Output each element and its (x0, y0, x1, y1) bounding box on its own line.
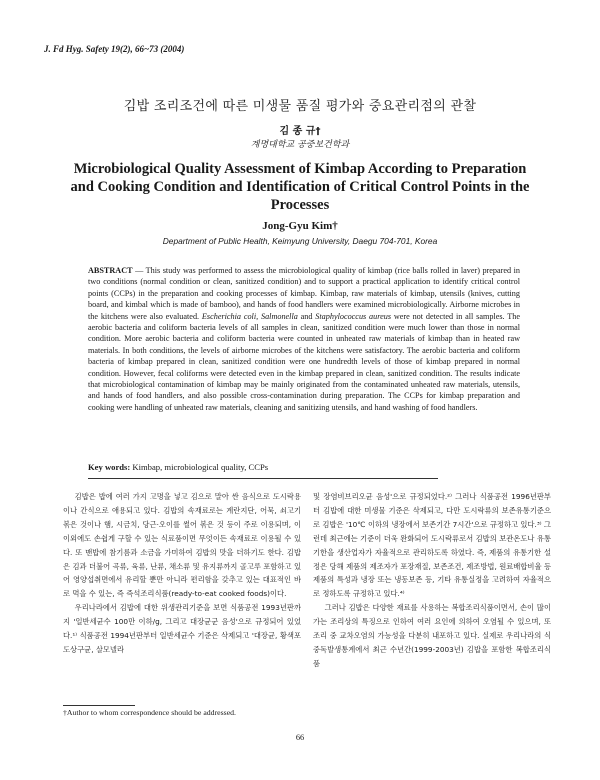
body-paragraph: 김밥은 밥에 여러 가지 고명을 넣고 김으로 말아 싼 음식으로 도시락용이나 간식으로 애용되고 있다. 김밥의 속재료로는 계란지단, 어묵, 쇠고기 볶은 것이나 햄, 시금치, 당근·오이를 썰어 볶은 것 등이 주로 이용되며, 이 이외에도 손쉽게 구할 수 있는 식료품이면 무엇이든 속재료로 이용될 수 있다. 또 맨밥에 참기름과 소금을 가미하여 김밥의 맛을 더하기도 한다. 김밥은 김과 더불어 곡류, 육류, 난류, 채소류 및 유지류까지 골고루 포함하고 있어 영양섭취면에서 유리할 뿐만 아니라 편리함을 갖추고 있는 대표적인 바로 먹을 수 있는, 즉 즉석조리식품(ready-to-eat cooked foods)이다. (63, 492, 301, 599)
abstract-dash: — (132, 266, 146, 275)
abstract (88, 265, 520, 413)
abstract-text-1: This study was performed to assess the microbiological quality of kimbap (rice balls rolled in laver) prepared in two conditions (normal condition or clean, sanitized condition) and to support a practical application to identify critical control points (CCPs) in the preparation and cooking processes of kimbap. Kimbap, raw materials of kimbap, utensils (knives, cutting board, and kimbal which is made of bamboo), and hands of food handlers were examined microbiologically. Airborne microbes in the kitchens were also evaluated. (88, 266, 520, 321)
footnote: †Author to whom correspondence should be addressed. (63, 708, 237, 717)
english-title: Microbiological Quality Assessment of Kimbap According to Preparation and Cooking Condition and Identification of Critical Control Points in the Processes (70, 161, 530, 213)
abstract-text-2: and (297, 311, 316, 321)
page-number: 66 (295, 733, 305, 742)
keywords-divider (88, 478, 438, 479)
keywords-label: Key words: (88, 462, 131, 472)
abstract-text-3: were not detected in all samples. The aerobic bacteria and coliform bacteria levels of all samples in clean, sanitized condition were much lower than those in normal condition. More aerobic bacteria and coliform bacteria were counted in unheated raw materials of kimbap than in heated raw materials. In both conditions, the levels of airborne microbes of the kitchens were satisfactory. The aerobic bacteria and coliform bacteria of kimbap prepared in clean, sanitized condition were one hundredth levels of those of kimbap prepared in normal condition. However, fecal coliforms were detected even in the kimbap prepared in clean, sanitized condition. The results indicate that microbiological contamination of kimbap may be mainly originated from the contaminated unheated raw materials, utensils, and hands of food handlers, and also possible cross-contamination during preparation. The CCPs for kimbap preparation and cooking were handling of unheated raw materials, cleaning and sanitizing utensils, and hand washing of food handlers. (88, 311, 520, 412)
abstract-label: ABSTRACT (88, 266, 133, 275)
abstract-species-1: Escherichia coli, Salmonella (201, 311, 298, 321)
keywords (88, 462, 520, 472)
keywords-text: Kimbap, microbiological quality, CCPs (132, 462, 269, 472)
body-paragraph: 우리나라에서 김밥에 대한 위생관리기준을 보면 식품공전 1993년판까지 '일반세균수 100만 이하/g, 그리고 대장균군 음성'으로 규정되어 있었다.¹⁾ 식품공전 1994년판부터 일반세균수 기준은 삭제되고 '대장균, 황색포도상구균, 살모넬라 (63, 603, 301, 654)
body-paragraph: 그러나 김밥은 다양한 재료를 사용하는 복합조리식품이면서, 손이 많이 가는 조리상의 특징으로 인하여 여러 요인에 의하여 오염될 수 있으며, 또 조리 중 교차오염의 가능성을 다분히 내포하고 있다. 실제로 우리나라의 식중독발생통계에서 최근 수년간(1999-2003년) 김밥을 포함한 복합조리식품 (313, 603, 551, 668)
korean-title: 김밥 조리조건에 따른 미생물 품질 평가와 중요관리점의 관찰 (123, 99, 477, 114)
body-column-left (63, 490, 301, 657)
korean-author: 김 종 규† (279, 126, 321, 137)
english-author: Jong-Gyu Kim† (262, 220, 338, 232)
footnote-divider (63, 705, 135, 706)
body-column-right (313, 490, 551, 671)
body-paragraph: 및 장염비브리오균 음성'으로 규정되었다.²⁾ 그러나 식품공전 1996년판부터 김밥에 대한 미생물 기준은 삭제되고, 다만 도시락류의 보존유통기준으로 김밥은 '10℃ 이하의 냉장에서 보존기간 7시간'으로 규정하고 있다.³⁾ 그런데 최근에는 기준이 더욱 완화되어 도시락류로서 김밥의 보관온도나 유통기한을 생산업자가 자율적으로 관리하도록 하였다. 즉, 제품의 유통기한 설정은 당해 제품의 제조자가 포장재질, 보존조건, 제조방법, 원료배합비율 등 제품의 특성과 냉장 또는 냉동보존 등, 기타 유통실정을 고려하여 자율적으로 정하도록 규정하고 있다.⁴⁾ (313, 492, 551, 599)
abstract-species-2: Staphylococcus aureus (315, 311, 392, 321)
korean-affiliation: 계명대학교 공중보건학과 (250, 140, 350, 150)
english-affiliation: Department of Public Health, Keimyung University, Daegu 704-701, Korea (162, 236, 438, 246)
journal-citation: J. Fd Hyg. Safety 19(2), 66~73 (2004) (44, 44, 185, 54)
